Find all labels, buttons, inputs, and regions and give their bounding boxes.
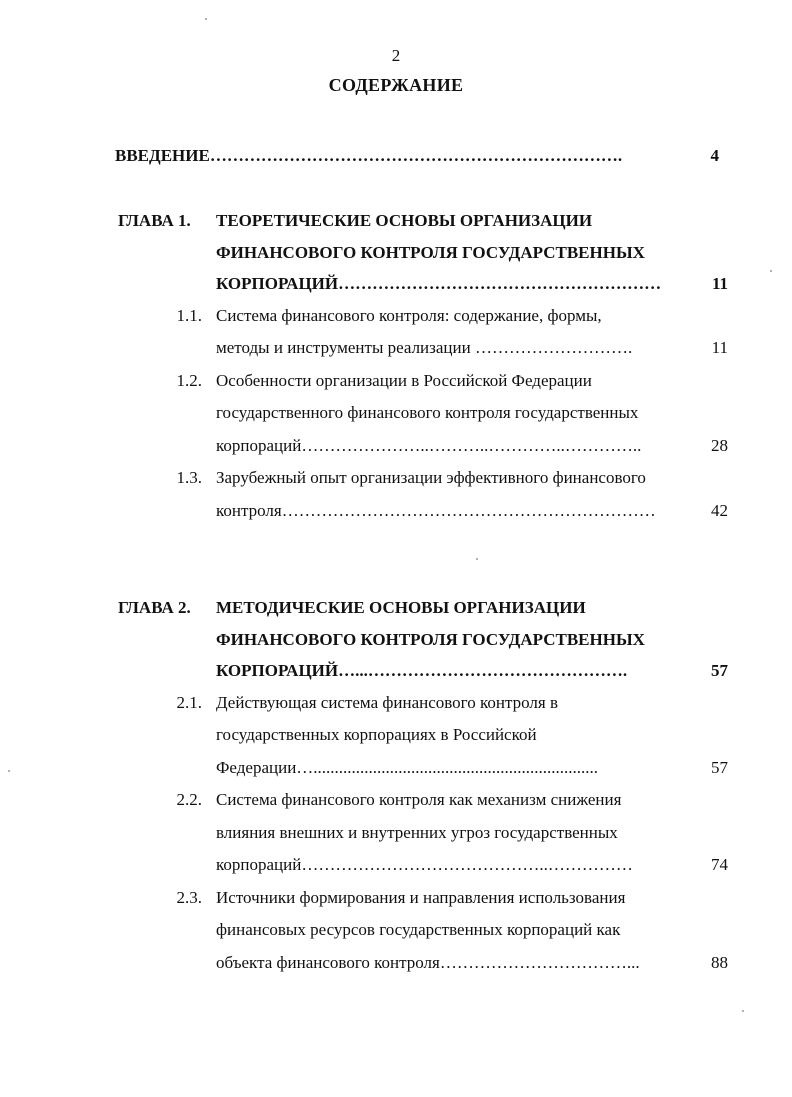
toc-entry-introduction [115, 145, 719, 167]
section-number: 2.1. [176, 692, 202, 712]
section-title-line: Источники формирования и направления использования [216, 887, 626, 907]
section-number: 1.3. [176, 468, 202, 487]
toc-section [118, 784, 728, 882]
toc-section [118, 300, 728, 365]
chapter-page-number: 57 [711, 661, 728, 680]
toc-introduction-page: 4 [710, 146, 719, 165]
page-title: СОДЕРЖАНИЕ [328, 75, 464, 95]
chapter-page-number: 11 [711, 274, 728, 293]
scan-speck [205, 18, 207, 20]
section-page-number: 74 [711, 855, 728, 874]
section-title-line: Система финансового контроля как механизм снижения [216, 790, 622, 809]
section-number: 2.2. [176, 790, 202, 809]
chapter-heading [118, 592, 728, 687]
section-page-number: 28 [711, 435, 728, 455]
section-title-line: корпораций……………………………………..…………… [216, 855, 633, 874]
toc-section [118, 882, 728, 980]
section-title-line: корпораций…………………..………..…………..………….. [216, 435, 642, 455]
section-title-line: Федерации…................................................................... [216, 757, 599, 777]
section-title-line: государственных корпорациях в Российской [216, 725, 537, 744]
section-title-line: методы и инструменты реализации ………………………. [216, 338, 633, 357]
scan-speck [8, 770, 10, 772]
chapter-title-line: ФИНАНСОВОГО КОНТРОЛЯ ГОСУДАРСТВЕННЫХ [216, 629, 645, 649]
section-title-line: Зарубежный опыт организации эффективного финансового [216, 468, 646, 487]
toc-section [118, 365, 728, 463]
scan-speck [770, 270, 772, 272]
section-number: 1.1. [176, 305, 202, 325]
section-title-line: Система финансового контроля: содержание, формы, [216, 305, 602, 325]
section-page-number: 11 [711, 338, 728, 357]
scan-speck [476, 558, 478, 560]
section-page-number: 88 [711, 952, 728, 972]
section-page-number: 57 [711, 757, 728, 777]
toc-section [118, 462, 728, 527]
page-number: 2 [391, 46, 401, 65]
chapter-title-line: КОРПОРАЦИЙ………………………………………………… [216, 274, 662, 293]
section-title-line: Действующая система финансового контроля в [216, 692, 558, 712]
chapter-heading [118, 205, 728, 300]
chapter-title-line: ФИНАНСОВОГО КОНТРОЛЯ ГОСУДАРСТВЕННЫХ [216, 242, 645, 262]
section-number: 1.2. [176, 370, 202, 390]
toc-chapter-1 [118, 205, 728, 527]
toc-section [118, 687, 728, 785]
section-title-line: Особенности организации в Российской Федерации [216, 370, 592, 390]
scan-speck [742, 1010, 744, 1012]
section-title-line: контроля………………………………………………………… [216, 500, 656, 520]
section-title-line: влияния внешних и внутренних угроз государственных [216, 822, 618, 842]
section-number: 2.3. [176, 887, 202, 907]
chapter-label: ГЛАВА 2. [118, 598, 191, 617]
section-title-line: государственного финансового контроля государственных [216, 403, 639, 422]
chapter-title-line: МЕТОДИЧЕСКИЕ ОСНОВЫ ОРГАНИЗАЦИИ [216, 598, 586, 617]
toc-introduction-title: ВВЕДЕНИЕ………………………………………………………………. [115, 146, 623, 165]
chapter-title-line: КОРПОРАЦИЙ…...………………………………………. [216, 661, 628, 680]
section-title-line: объекта финансового контроля……………………………... [216, 952, 640, 972]
chapter-label: ГЛАВА 1. [118, 211, 191, 230]
section-title-line: финансовых ресурсов государственных корпораций как [216, 920, 621, 939]
section-page-number: 42 [711, 500, 728, 520]
chapter-title-line: ТЕОРЕТИЧЕСКИЕ ОСНОВЫ ОРГАНИЗАЦИИ [216, 211, 593, 230]
toc-chapter-2 [118, 592, 728, 979]
